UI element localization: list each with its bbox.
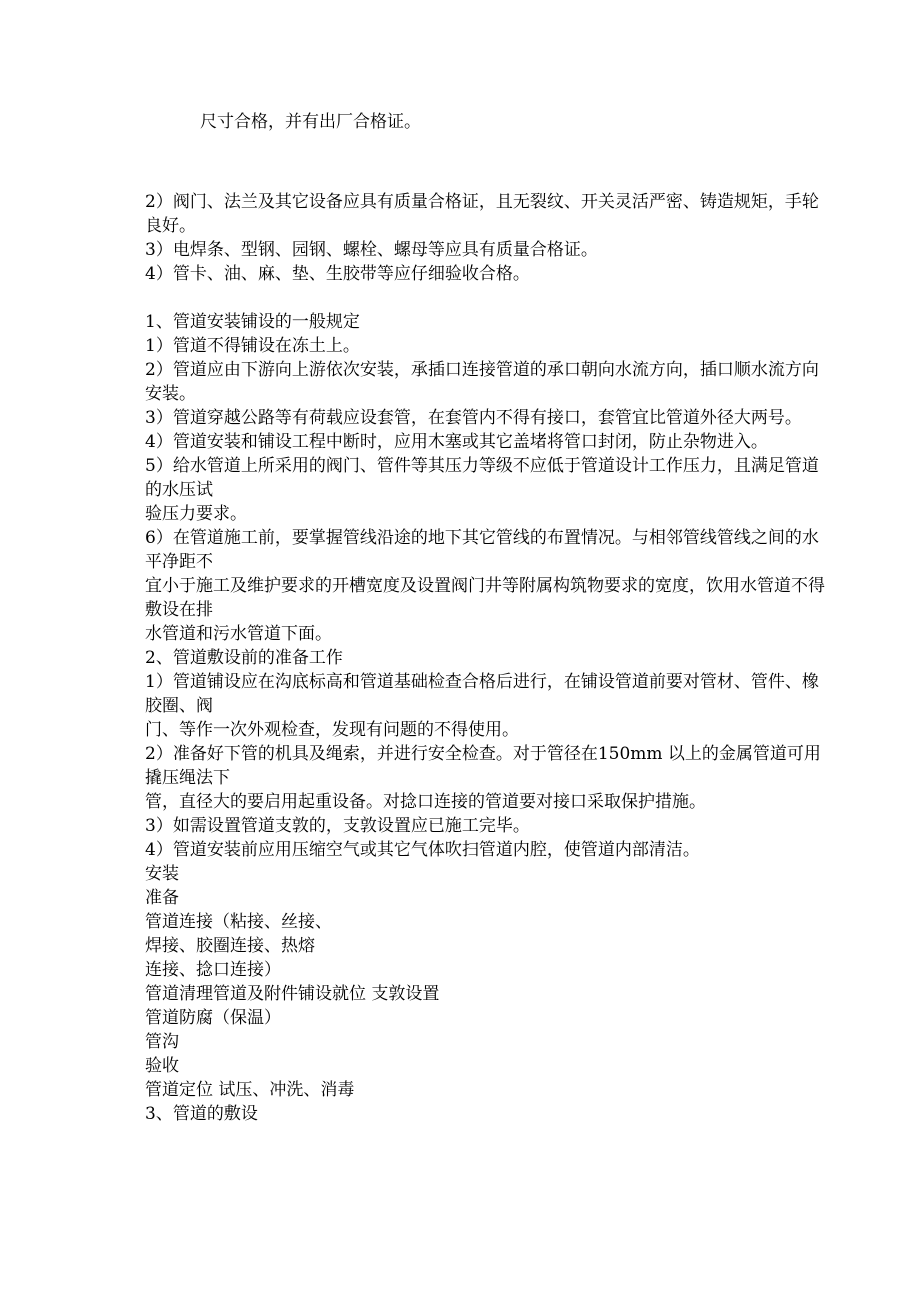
section1-line: 宜小于施工及维护要求的开槽宽度及设置阀门井等附属构筑物要求的宽度，饮用水管道不得敷设在排 bbox=[145, 576, 825, 620]
section2-line: 2）准备好下管的机具及绳索，并进行安全检查。对于管径在150mm 以上的金属管道可用撬压绳法下 bbox=[145, 744, 821, 788]
section1-line: 2）管道应由下游向上游依次安装，承插口连接管道的承口朝向水流方向，插口顺水流方向安装。 bbox=[145, 360, 819, 404]
spacer bbox=[145, 134, 835, 190]
section2-line: 4）管道安装前应用压缩空气或其它气体吹扫管道内腔，使管道内部清洁。 bbox=[145, 840, 700, 860]
section1-line: 1）管道不得铺设在冻土上。 bbox=[145, 336, 360, 356]
section1-heading: 1、管道安装铺设的一般规定 bbox=[145, 312, 360, 332]
section1-line: 5）给水管道上所采用的阀门、管件等其压力等级不应低于管道设计工作压力，且满足管道的水压试 bbox=[145, 456, 819, 500]
flowchart-text: 准备 bbox=[145, 888, 179, 908]
flowchart-text: 管沟 bbox=[145, 1032, 179, 1052]
section1-line: 水管道和污水管道下面。 bbox=[145, 624, 332, 644]
section1-line: 4）管道安装和铺设工程中断时，应用木塞或其它盖堵将管口封闭，防止杂物进入。 bbox=[145, 432, 768, 452]
material-item: 2）阀门、法兰及其它设备应具有质量合格证，且无裂纹、开关灵活严密、铸造规矩，手轮良好。 bbox=[145, 192, 819, 236]
section2-line: 管，直径大的要启用起重设备。对捻口连接的管道要对接口采取保护措施。 bbox=[145, 792, 706, 812]
section1-line: 验压力要求。 bbox=[145, 504, 247, 524]
material-item: 3）电焊条、型钢、园钢、螺栓、螺母等应具有质量合格证。 bbox=[145, 240, 598, 260]
spacer bbox=[145, 286, 835, 310]
section2-line: 1）管道铺设应在沟底标高和管道基础检查合格后进行，在铺设管道前要对管材、管件、橡胶圈、阀 bbox=[145, 672, 819, 716]
section2-line: 门、等作一次外观检查，发现有问题的不得使用。 bbox=[145, 720, 519, 740]
flowchart-text: 管道连接（粘接、丝接、 bbox=[145, 912, 332, 932]
flowchart-text: 验收 bbox=[145, 1056, 179, 1076]
flowchart-text: 管道定位 试压、冲洗、消毒 bbox=[145, 1080, 355, 1100]
flowchart-text: 焊接、胶圈连接、热熔 bbox=[145, 936, 315, 956]
flowchart-text: 管道防腐（保温） bbox=[145, 1008, 281, 1028]
material-item: 4）管卡、油、麻、垫、生胶带等应仔细验收合格。 bbox=[145, 264, 530, 284]
section1-line: 3）管道穿越公路等有荷载应设套管，在套管内不得有接口，套管宜比管道外径大两号。 bbox=[145, 408, 802, 428]
section3-heading: 3、管道的敷设 bbox=[145, 1104, 258, 1124]
flowchart-text: 安装 bbox=[145, 864, 179, 884]
section2-line: 3）如需设置管道支敦的，支敦设置应已施工完毕。 bbox=[145, 816, 530, 836]
document-body bbox=[145, 110, 835, 1126]
section2-heading: 2、管道敷设前的准备工作 bbox=[145, 648, 343, 668]
intro-line: 尺寸合格，并有出厂合格证。 bbox=[200, 112, 421, 132]
flowchart-text: 管道清理管道及附件铺设就位 支敦设置 bbox=[145, 984, 440, 1004]
flowchart-text: 连接、捻口连接） bbox=[145, 960, 281, 980]
section1-line: 6）在管道施工前，要掌握管线沿途的地下其它管线的布置情况。与相邻管线管线之间的水平净距不 bbox=[145, 528, 819, 572]
